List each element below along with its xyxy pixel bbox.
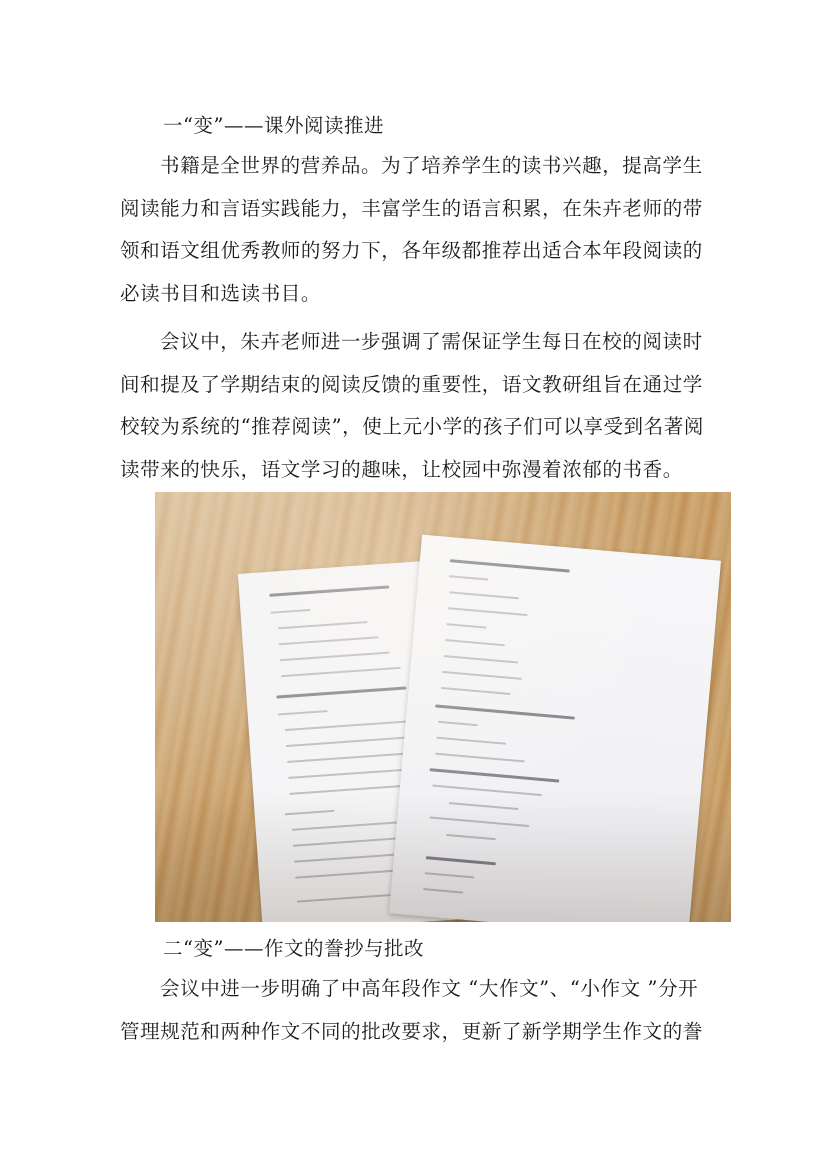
section-2-heading: 二“变”——作文的誊抄与批改 [163, 937, 424, 960]
section-1-heading: 一“变”——课外阅读推进 [163, 114, 384, 137]
section-2-paragraph-1: 会议中进一步明确了中高年段作文 “大作文”、“小作文 ”分开管理规范和两种作文不同的批改要求，更新了新学期学生作文的誊 [120, 977, 703, 1043]
section-1-paragraph-1: 书籍是全世界的营养品。为了培养学生的读书兴趣，提高学生阅读能力和言语实践能力，丰富学生的语言积累，在朱卉老师的带领和语文组优秀教师的努力下，各年级都推荐出适合本年段阅读的必读书目和选读书目。 [120, 154, 703, 305]
section-1-paragraph-2: 会议中，朱卉老师进一步强调了需保证学生每日在校的阅读时间和提及了学期结束的阅读反馈的重要性，语文教研组旨在通过学校较为系统的“推荐阅读”，使上元小学的孩子们可以享受到名著阅读带来的快乐，语文学习的趣味，让校园中弥漫着浓郁的书香。 [120, 330, 704, 481]
reading-list-photo [155, 492, 731, 922]
